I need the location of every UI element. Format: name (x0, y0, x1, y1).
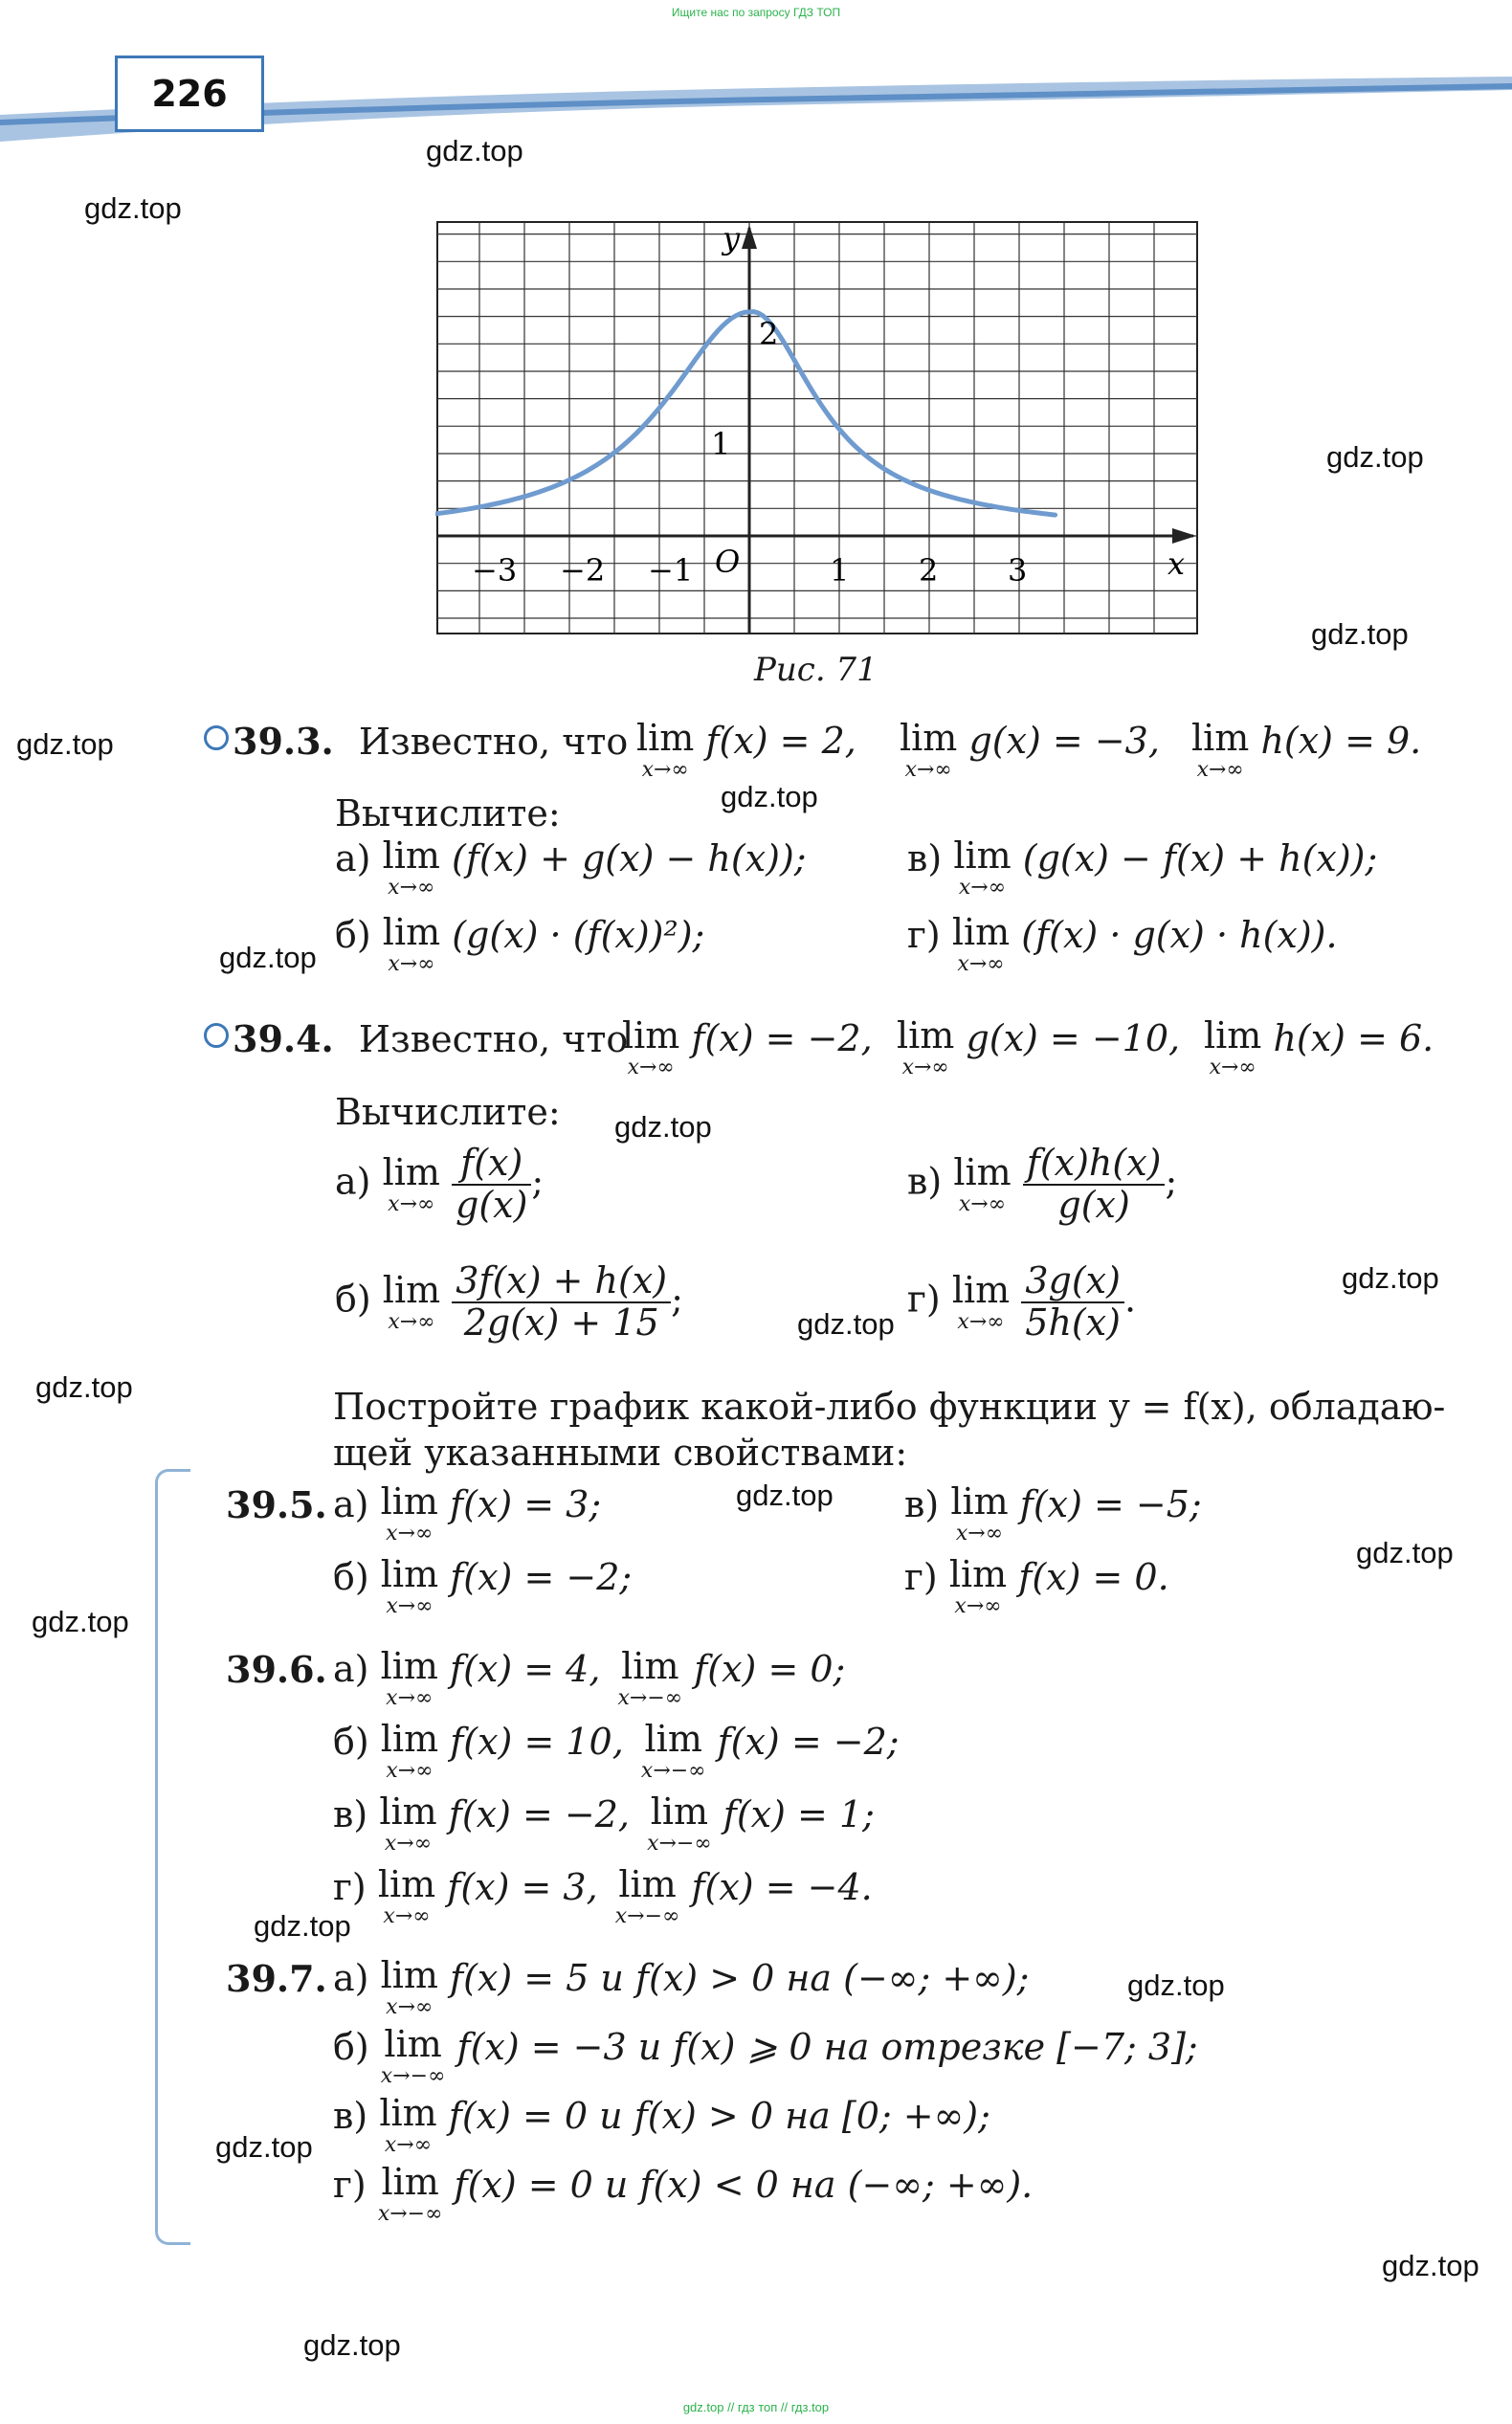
task-instruction: Постройте график какой-либо функции y = f(x), обладаю- (333, 1386, 1446, 1428)
watermark: gdz.top (1382, 2249, 1479, 2282)
watermark: gdz.top (35, 1370, 133, 1404)
exercise-39-3-statement (204, 720, 628, 763)
watermark: gdz.top (736, 1479, 834, 1512)
optional-marker-icon (204, 1023, 229, 1048)
task-item: г) lim x→∞ $\frac{3g(x)}{5h(x)}$ . (907, 1259, 1137, 1344)
axis-x-label: x (1167, 545, 1186, 582)
known-limit: lim x→∞ f(x) = 2, (636, 717, 856, 782)
task-item: б) lim x→∞ f(x) = 10, lim x→−∞ f(x) = −2; (333, 1718, 900, 1783)
task-item: г) lim x→∞ f(x) = 3, lim x→−∞ f(x) = −4. (333, 1863, 873, 1928)
task-item: а) lim x→∞ f(x) = 4, lim x→−∞ f(x) = 0; (333, 1645, 846, 1710)
task-item: а) lim x→∞ $\frac{f(x)}{g(x)}$ ; (335, 1142, 545, 1226)
task-item: в) lim x→∞ f(x) = 0 и f(x) > 0 на [0; +∞); (333, 2092, 990, 2157)
task-item: б) lim x→∞ (g(x) · (f(x))²); (335, 911, 705, 976)
compute-label: Вычислите: (335, 1091, 561, 1133)
y-tick-label: 2 (759, 316, 779, 352)
axis-y-label: y (723, 220, 741, 256)
watermark: gdz.top (1326, 440, 1424, 474)
x-tick-label: −2 (560, 552, 606, 589)
exercise-39-4-statement (204, 1017, 628, 1060)
watermark: gdz.top (32, 1605, 129, 1638)
watermark: gdz.top (219, 941, 317, 974)
known-limit: lim x→∞ g(x) = −10, (897, 1014, 1181, 1079)
watermark: gdz.top (84, 191, 182, 225)
function-graph (435, 220, 1201, 641)
known-limit: lim x→∞ h(x) = 9. (1191, 717, 1422, 782)
top-note: Ищите нас по запросу ГДЗ ТОП (671, 6, 841, 19)
task-item: в) lim x→∞ $\frac{f(x)h(x)}{g(x)}$ ; (907, 1142, 1178, 1226)
x-tick-label: 3 (1008, 552, 1028, 589)
task-item: в) lim x→∞ (g(x) − f(x) + h(x)); (907, 834, 1378, 900)
compute-label: Вычислите: (335, 792, 561, 834)
watermark: gdz.top (1311, 617, 1409, 651)
watermark: gdz.top (426, 134, 523, 167)
watermark: gdz.top (797, 1307, 895, 1341)
task-item: б) lim x→∞ f(x) = −2; (333, 1553, 633, 1618)
y-tick-label: 1 (711, 426, 731, 462)
task-item: б) lim x→∞ $\frac{3f(x) + h(x)}{2g(x) + 15}$ ; (335, 1259, 683, 1344)
origin-label: O (715, 544, 741, 580)
task-item: а) lim x→∞ (f(x) + g(x) − h(x)); (335, 834, 807, 900)
watermark: gdz.top (1127, 1968, 1225, 2002)
task-item: г) lim x→∞ f(x) = 0. (904, 1553, 1169, 1618)
known-limit: lim x→∞ h(x) = 6. (1204, 1014, 1434, 1079)
task-instruction: щей указанными свойствами: (333, 1432, 908, 1474)
watermark: gdz.top (16, 727, 114, 761)
watermark: gdz.top (614, 1110, 712, 1144)
footer: gdz.top // гдз топ // гдз.top (682, 2400, 830, 2414)
exercise-number: 39.4. (233, 1017, 334, 1060)
watermark: gdz.top (303, 2328, 401, 2362)
watermark: gdz.top (721, 780, 818, 813)
task-item: б) lim x→−∞ f(x) = −3 и f(x) ⩾ 0 на отрезке [−7; 3]; (333, 2023, 1198, 2088)
exercise-number: 39.5. (226, 1483, 327, 1526)
optional-marker-icon (204, 725, 229, 750)
task-item: а) lim x→∞ f(x) = 3; (333, 1480, 602, 1546)
exercise-number: 39.3. (233, 720, 334, 763)
task-item: в) lim x→∞ f(x) = −2, lim x→−∞ f(x) = 1; (333, 1790, 875, 1856)
intro-text: Известно, что (358, 721, 629, 763)
exercise-number: 39.7. (226, 1957, 327, 2000)
page-number: 226 (115, 56, 264, 132)
intro-text: Известно, что (358, 1018, 629, 1060)
watermark: gdz.top (1342, 1261, 1439, 1295)
known-limit: lim x→∞ f(x) = −2, (622, 1014, 873, 1079)
exercise-number: 39.6. (226, 1648, 327, 1691)
x-tick-label: 1 (830, 552, 850, 589)
x-tick-label: 2 (919, 552, 939, 589)
task-item: а) lim x→∞ f(x) = 5 и f(x) > 0 на (−∞; +∞); (333, 1954, 1030, 2019)
watermark: gdz.top (215, 2130, 313, 2164)
task-item: г) lim x→−∞ f(x) = 0 и f(x) < 0 на (−∞; +∞). (333, 2161, 1034, 2226)
x-tick-label: −3 (472, 552, 518, 589)
known-limit: lim x→∞ g(x) = −3, (900, 717, 1160, 782)
group-bracket (155, 1469, 190, 2245)
watermark: gdz.top (1356, 1536, 1454, 1569)
x-tick-label: −1 (648, 552, 694, 589)
task-item: в) lim x→∞ f(x) = −5; (904, 1480, 1202, 1546)
watermark: gdz.top (254, 1909, 351, 1943)
task-item: г) lim x→∞ (f(x) · g(x) · h(x)). (907, 911, 1338, 976)
figure-caption: Рис. 71 (754, 651, 878, 689)
